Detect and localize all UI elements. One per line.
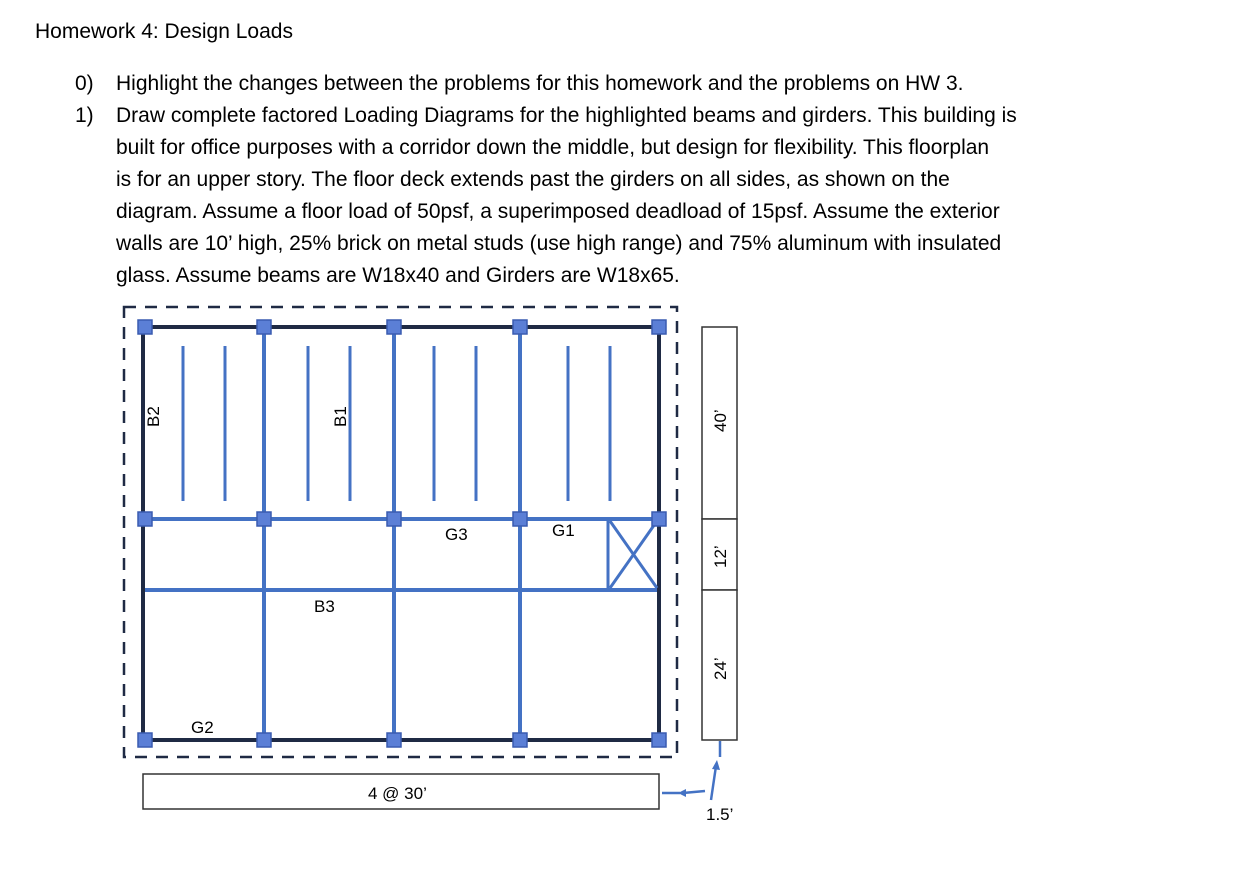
list-item-number: 1): [75, 104, 94, 127]
page-title: Homework 4: Design Loads: [35, 20, 293, 43]
interior-girders: [264, 329, 520, 738]
label-b1: B1: [331, 406, 350, 427]
text-line: built for office purposes with a corridor down the middle, but design for flexibility. This floorplan: [116, 136, 990, 159]
dim-overhang: 1.5’: [706, 805, 734, 824]
label-b2: B2: [144, 406, 163, 427]
label-g3: G3: [445, 525, 468, 544]
dim-bay-spacing: 4 @ 30’: [368, 784, 427, 803]
dim-24: 24’: [711, 657, 730, 680]
label-g1: G1: [552, 521, 575, 540]
overhang-arrows: [662, 741, 720, 800]
text-line: Highlight the changes between the problems for this homework and the problems on HW 3.: [116, 72, 964, 95]
text-line: glass. Assume beams are W18x40 and Girders are W18x65.: [116, 264, 680, 287]
infill-beams: [183, 346, 610, 501]
label-b3: B3: [314, 597, 335, 616]
opening-x: [608, 521, 657, 588]
list-item-number: 0): [75, 72, 94, 95]
text-line: diagram. Assume a floor load of 50psf, a superimposed deadload of 15psf. Assume the exterior: [116, 200, 1000, 223]
text-line: Draw complete factored Loading Diagrams for the highlighted beams and girders. This building is: [116, 104, 1017, 127]
floor-deck-outline: [124, 307, 677, 757]
label-g2: G2: [191, 718, 214, 737]
text-line: walls are 10’ high, 25% brick on metal studs (use high range) and 75% aluminum with insulated: [116, 232, 1002, 255]
columns: [138, 320, 666, 747]
dim-40: 40’: [711, 409, 730, 432]
dim-12: 12’: [711, 545, 730, 568]
text-line: is for an upper story. The floor deck extends past the girders on all sides, as shown on the: [116, 168, 950, 191]
building-frame: [143, 327, 659, 740]
